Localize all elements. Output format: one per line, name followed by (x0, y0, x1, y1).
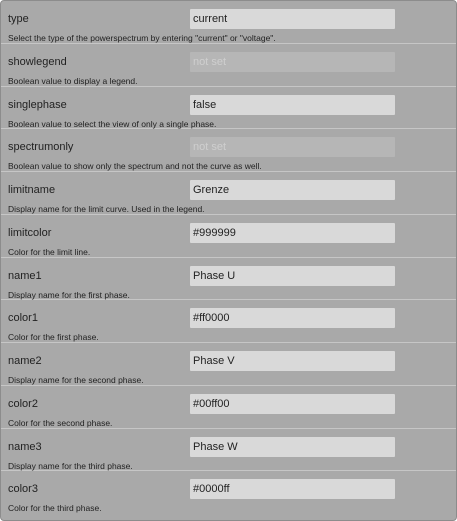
property-value-input[interactable] (190, 394, 395, 414)
property-row-color3 (1, 471, 456, 514)
property-value-input[interactable] (190, 180, 395, 200)
property-description: Display name for the first phase. (8, 289, 130, 300)
property-description: Boolean value to select the view of only a single phase. (8, 118, 217, 129)
property-value-input[interactable] (190, 137, 395, 157)
property-value-input[interactable] (190, 223, 395, 243)
property-description: Display name for the limit curve. Used in the legend. (8, 204, 205, 214)
property-row-limitname (1, 172, 456, 215)
property-label: limitname (8, 184, 56, 196)
property-description: Color for the limit line. (8, 246, 91, 257)
property-value-input[interactable] (190, 95, 395, 115)
property-label: name2 (8, 355, 42, 367)
property-label: name1 (8, 269, 42, 282)
property-label: singlephase (8, 98, 67, 111)
property-label: showlegend (8, 55, 67, 68)
property-description: Boolean value to display a legend. (8, 75, 138, 86)
property-value-input[interactable] (190, 351, 395, 371)
property-label: limitcolor (8, 226, 52, 239)
property-label: name3 (8, 440, 42, 453)
property-description: Color for the first phase. (8, 332, 99, 343)
property-value-input[interactable] (190, 437, 395, 457)
property-description: Display name for the third phase. (8, 460, 133, 471)
property-label: spectrumonly (8, 141, 74, 154)
property-label: color3 (8, 483, 38, 496)
property-row-name2 (1, 343, 456, 386)
property-value-input[interactable] (190, 479, 395, 499)
property-row-singlephase (1, 87, 456, 130)
property-label: type (8, 13, 29, 25)
property-row-type (1, 1, 456, 44)
property-row-limitcolor (1, 215, 456, 258)
property-row-spectrumonly (1, 129, 456, 172)
property-description: Display name for the second phase. (8, 375, 144, 385)
property-label: color1 (8, 312, 38, 325)
property-row-showlegend (1, 44, 456, 87)
property-description: Boolean value to show only the spectrum and not the curve as well. (8, 161, 262, 172)
property-row-color1 (1, 300, 456, 343)
property-value-input[interactable] (190, 308, 395, 328)
property-value-input[interactable] (190, 52, 395, 72)
property-value-input[interactable] (190, 9, 395, 29)
property-row-name1 (1, 258, 456, 301)
property-description: Color for the third phase. (8, 503, 102, 514)
property-label: color2 (8, 397, 38, 410)
property-row-color2 (1, 386, 456, 429)
property-value-input[interactable] (190, 266, 395, 286)
property-description: Select the type of the powerspectrum by entering "current" or "voltage". (8, 33, 276, 43)
property-row-name3 (1, 429, 456, 472)
property-description: Color for the second phase. (8, 417, 113, 428)
